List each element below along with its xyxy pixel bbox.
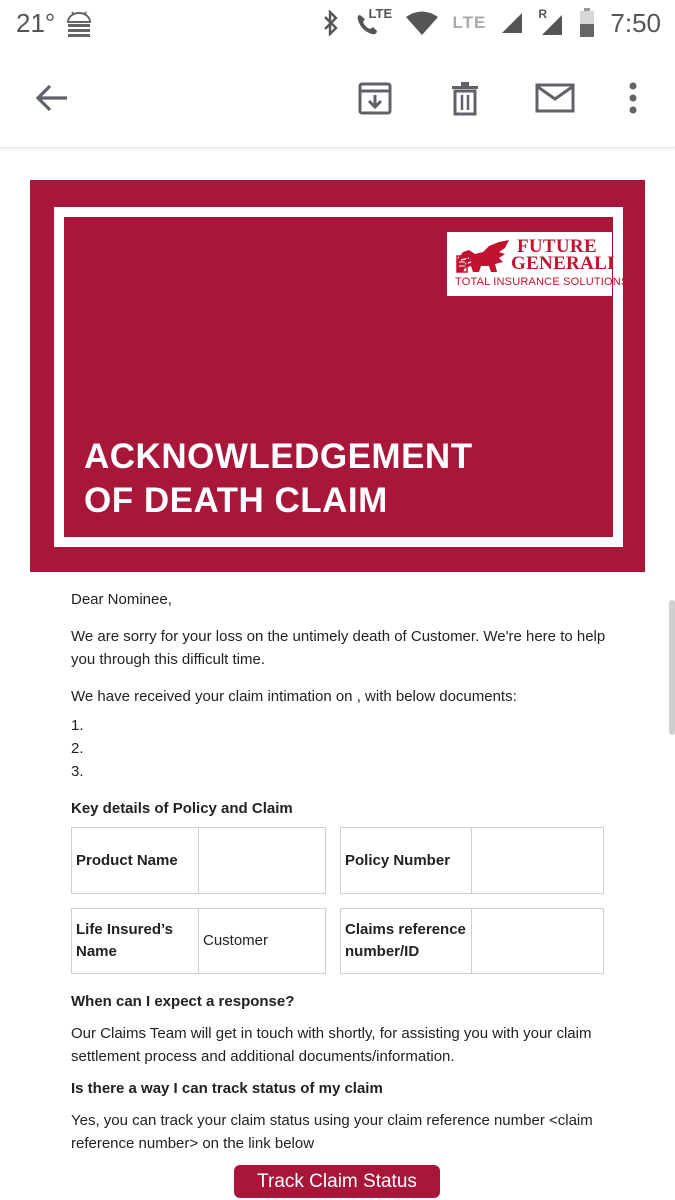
back-arrow-icon <box>35 83 69 113</box>
email-content <box>71 588 611 820</box>
android-notification-icon <box>64 8 94 38</box>
more-options-button[interactable] <box>611 76 655 120</box>
roaming-label: R <box>538 7 548 21</box>
archive-button[interactable] <box>353 76 397 120</box>
lte-label: LTE <box>368 6 393 21</box>
document-item-3: 3. <box>71 763 84 780</box>
battery-icon <box>578 8 596 38</box>
banner-title-line-2: OF DEATH CLAIM <box>84 481 388 520</box>
key-details-heading: Key details of Policy and Claim <box>71 800 293 817</box>
track-heading: Is there a way I can track status of my claim <box>71 1080 383 1097</box>
greeting-text: Dear Nominee, <box>71 591 172 608</box>
status-icons <box>321 6 661 40</box>
logo-line-1: FUTURE <box>517 236 597 257</box>
life-insured-value: Customer <box>199 908 326 974</box>
policy-number-label: Policy Number <box>340 827 472 894</box>
life-insured-label: Life Insured’s Name <box>71 908 199 974</box>
life-insured-row <box>71 908 326 974</box>
banner-title-line-1: ACKNOWLEDGEMENT <box>84 437 473 476</box>
product-name-row <box>71 827 326 894</box>
signal-icon <box>500 11 524 35</box>
scrollbar[interactable] <box>669 600 675 735</box>
response-heading: When can I expect a response? <box>71 993 295 1010</box>
lte-label-secondary: LTE <box>452 13 487 32</box>
delete-button[interactable] <box>443 76 487 120</box>
mail-icon <box>535 83 575 113</box>
clock-time: 7:50 <box>610 7 661 38</box>
signal-roaming-icon <box>538 9 564 37</box>
policy-number-value <box>472 827 604 894</box>
policy-number-row <box>340 827 604 894</box>
document-item-1: 1. <box>71 717 84 734</box>
logo-line-2: GENERALI <box>511 253 615 274</box>
more-vert-icon <box>628 82 638 114</box>
claims-reference-label: Claims reference number/ID <box>340 908 472 974</box>
track-paragraph: Yes, you can track your claim status using your claim reference number <claim reference number> on the link below <box>71 1112 593 1152</box>
documents-list <box>71 714 611 783</box>
mark-unread-button[interactable] <box>533 76 577 120</box>
bluetooth-icon <box>321 10 341 36</box>
lte-call-icon <box>355 8 391 38</box>
condolence-paragraph: We are sorry for your loss on the untimely death of Customer. We're here to help you through this difficult time. <box>71 628 606 668</box>
archive-icon <box>357 80 393 116</box>
claims-reference-value <box>472 908 604 974</box>
claims-reference-row <box>340 908 604 974</box>
status-bar <box>0 0 675 48</box>
logo-wordmark <box>511 238 615 272</box>
winged-lion-icon <box>455 238 511 274</box>
temperature-text: 21° <box>16 8 56 38</box>
document-item-2: 2. <box>71 740 84 757</box>
received-paragraph: We have received your claim intimation on , with below documents: <box>71 688 517 705</box>
back-button[interactable] <box>30 76 74 120</box>
email-content-lower <box>71 990 611 1169</box>
product-name-value <box>199 827 326 894</box>
logo-tagline: TOTAL INSURANCE SOLUTIONS <box>455 276 629 288</box>
claim-banner <box>30 180 645 572</box>
future-generali-logo <box>447 232 629 296</box>
product-name-label: Product Name <box>71 827 199 894</box>
response-paragraph: Our Claims Team will get in touch with shortly, for assisting you with your claim settlement process and additional documents/information. <box>71 1025 592 1065</box>
email-toolbar <box>0 48 675 148</box>
banner-title <box>84 435 473 523</box>
wifi-icon <box>405 10 439 36</box>
delete-icon <box>449 80 481 116</box>
track-claim-status-button[interactable]: Track Claim Status <box>234 1165 440 1198</box>
